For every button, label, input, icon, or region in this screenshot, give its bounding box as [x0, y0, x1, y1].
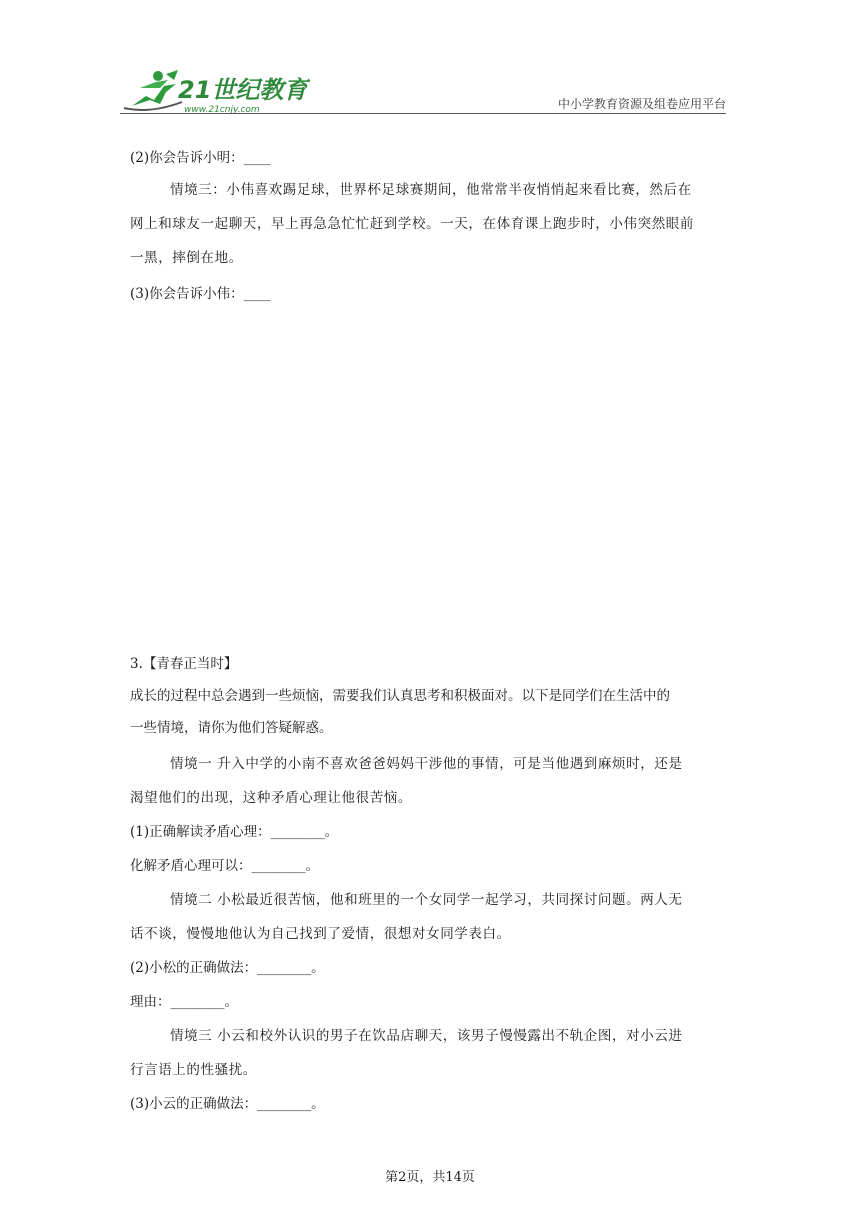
question-3-2-reason: 理由：________。 — [130, 994, 238, 1010]
header-divider — [120, 113, 726, 114]
platform-name: 中小学教育资源及组卷应用平台 — [557, 97, 726, 111]
question-2-part-3-prompt-xiaowei: (3)你会告诉小伟：____ — [130, 286, 271, 302]
scenario-2-line-1: 情境二 小松最近很苦恼，他和班里的一个女同学一起学习，共同探讨问题。两人无 — [170, 892, 683, 908]
page-number: 第2页，共14页 — [385, 1170, 475, 1185]
scenario-3-line-2: 网上和球友一起聊天，早上再急急忙忙赶到学校。一天，在体育课上跑步时，小伟突然眼前 — [130, 216, 694, 232]
question-2-part-3-prompt-xiaoming: (2)你会告诉小明：____ — [130, 150, 271, 166]
question-3-1-resolution: 化解矛盾心理可以：________。 — [130, 858, 319, 874]
scenario-1-line-1: 情境一 升入中学的小南不喜欢爸爸妈妈干涉他的事情，可是当他遇到麻烦时，还是 — [170, 756, 683, 772]
scenario-3b-line-1: 情境三 小云和校外认识的男子在饮品店聊天，该男子慢慢露出不轨企图，对小云进 — [170, 1028, 683, 1044]
question-3-intro-line-2: 一些情境，请你为他们答疑解惑。 — [130, 720, 333, 736]
scenario-3-line-3: 一黑，摔倒在地。 — [130, 250, 243, 266]
question-3-title: 3.【青春正当时】 — [130, 656, 238, 672]
scenario-1-line-2: 渴望他们的出现，这种矛盾心理让他很苦恼。 — [130, 790, 412, 806]
svg-text:21世纪教育: 21世纪教育 — [178, 76, 308, 104]
scenario-3b-line-2: 行言语上的性骚扰。 — [130, 1062, 257, 1078]
page-header — [120, 62, 726, 118]
scenario-2-line-2: 话不谈，慢慢地他认为自己找到了爱情，很想对女同学表白。 — [130, 926, 511, 942]
site-logo — [120, 66, 310, 114]
question-3-1-interpretation: (1)正确解读矛盾心理：________。 — [130, 824, 339, 840]
svg-text:www.21cnjy.com: www.21cnjy.com — [184, 105, 260, 114]
question-3-2-action: (2)小松的正确做法：________。 — [130, 960, 325, 976]
runner-icon — [124, 70, 182, 110]
question-3-3-action: (3)小云的正确做法：________。 — [130, 1096, 325, 1112]
question-3-intro-line-1: 成长的过程中总会遇到一些烦恼，需要我们认真思考和积极面对。以下是同学们在生活中的 — [130, 688, 670, 704]
scenario-3-line-1: 情境三：小伟喜欢踢足球，世界杯足球赛期间，他常常半夜悄悄起来看比赛，然后在 — [170, 182, 692, 198]
